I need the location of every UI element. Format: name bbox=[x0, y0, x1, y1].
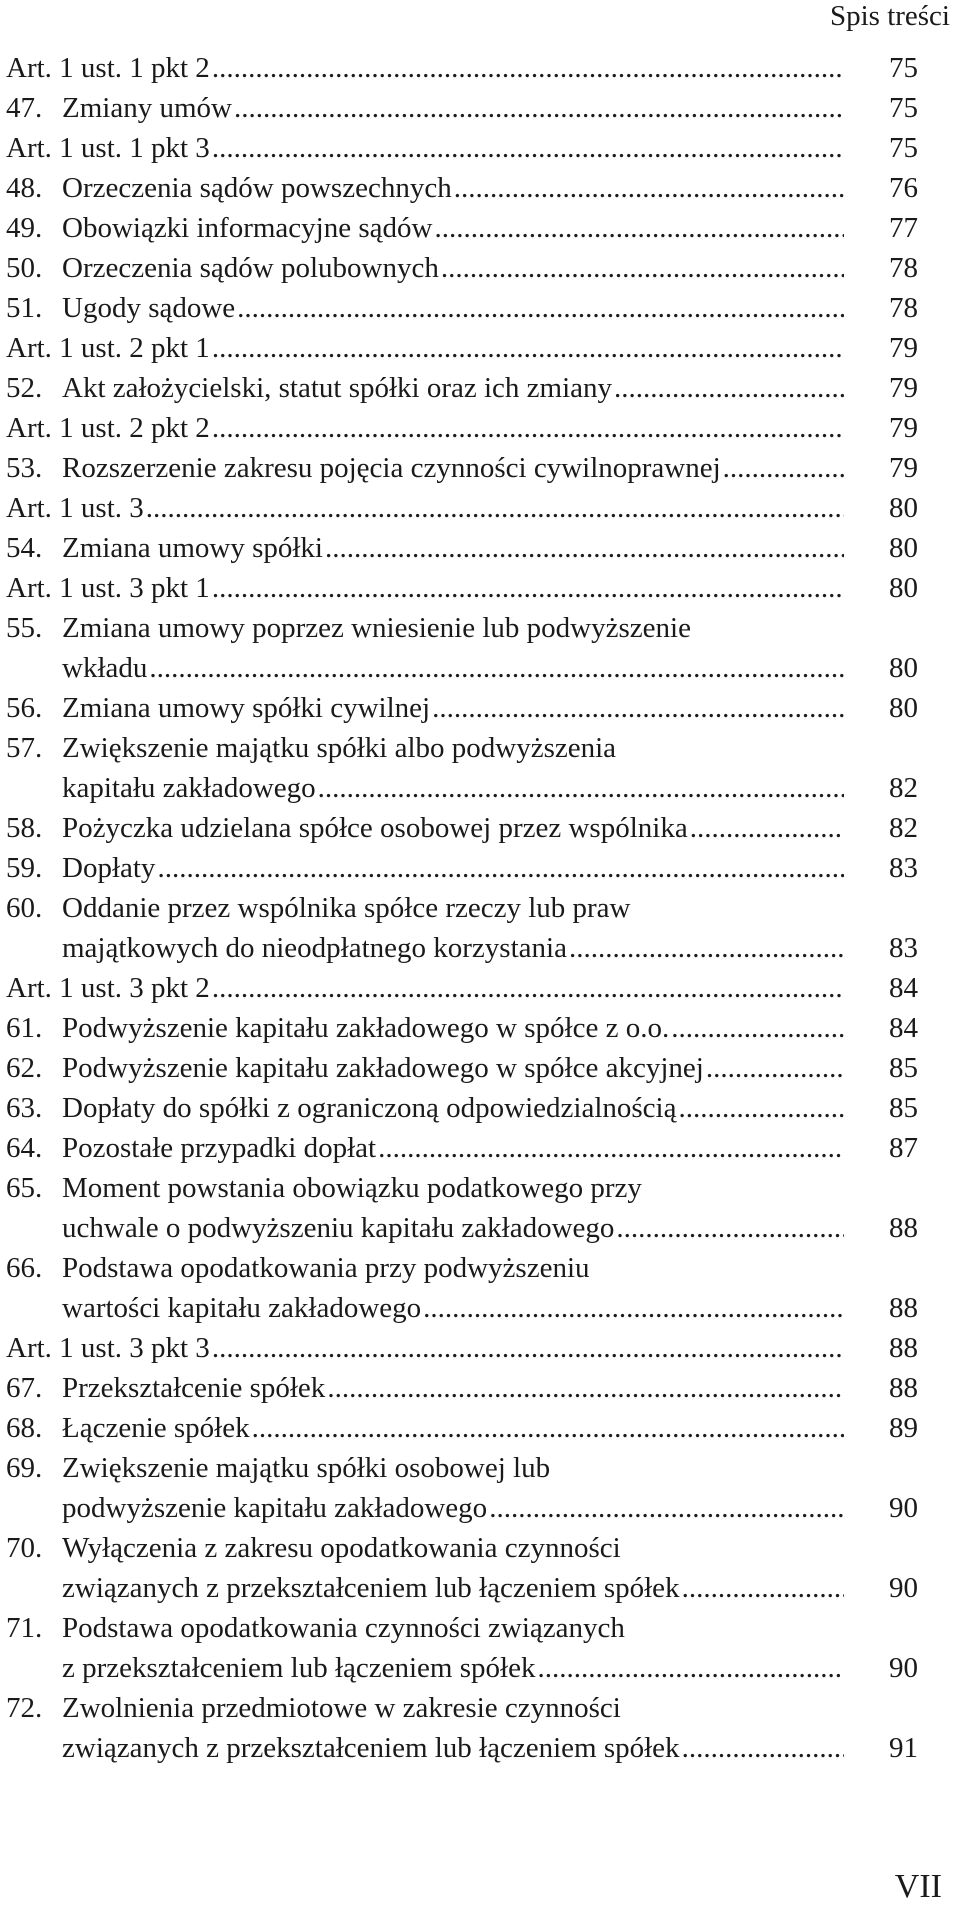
dot-leader bbox=[690, 808, 844, 848]
toc-entry-body bbox=[62, 848, 918, 888]
toc-entry-title: Pozostałe przypadki dopłat bbox=[62, 1132, 377, 1164]
toc-page-number: 88 bbox=[889, 1212, 918, 1244]
toc-section-entry[interactable] bbox=[6, 88, 918, 128]
toc-entry-line bbox=[6, 128, 918, 168]
dot-leader bbox=[318, 768, 844, 808]
dot-leader bbox=[327, 1368, 844, 1408]
toc-page-number: 84 bbox=[889, 972, 918, 1004]
toc-entry-number: 64. bbox=[6, 1132, 43, 1164]
dot-leader bbox=[212, 328, 844, 368]
toc-entry-title: Pożyczka udzielana spółce osobowej przez wspólnika bbox=[62, 812, 688, 844]
toc-entry-title: majątkowych do nieodpłatnego korzystania bbox=[62, 932, 567, 964]
toc-page-number: 77 bbox=[889, 212, 918, 244]
toc-section-entry[interactable] bbox=[6, 168, 918, 208]
toc-entry-body bbox=[6, 128, 918, 168]
toc-entry-number: 49. bbox=[6, 212, 43, 244]
toc-entry-line bbox=[62, 88, 918, 128]
toc-entry-title: Obowiązki informacyjne sądów bbox=[62, 212, 433, 244]
running-header: Spis treści bbox=[829, 0, 950, 32]
toc-entry-number: 66. bbox=[6, 1252, 43, 1284]
toc-page-number: 82 bbox=[889, 812, 918, 844]
toc-entry-title: Zwiększenie majątku spółki osobowej lub bbox=[62, 1452, 551, 1484]
dot-leader bbox=[682, 1728, 844, 1768]
dot-leader bbox=[423, 1288, 844, 1328]
toc-entry-body bbox=[62, 1088, 918, 1128]
dot-leader bbox=[723, 448, 844, 488]
toc-entry-number: 70. bbox=[6, 1532, 43, 1564]
toc-entry-number: 58. bbox=[6, 812, 43, 844]
toc-section-entry[interactable] bbox=[6, 288, 918, 328]
toc-entry-number: 50. bbox=[6, 252, 43, 284]
toc-entry-title: Art. 1 ust. 3 pkt 3 bbox=[6, 1332, 210, 1364]
toc-entry-body bbox=[62, 888, 918, 968]
dot-leader bbox=[212, 968, 844, 1008]
toc-entry-title: Łączenie spółek bbox=[62, 1412, 250, 1444]
toc-entry-line bbox=[62, 1088, 918, 1128]
toc-entry-line bbox=[62, 888, 918, 928]
toc-page-number: 84 bbox=[889, 1012, 918, 1044]
toc-entry-number: 47. bbox=[6, 92, 43, 124]
toc-section-entry[interactable] bbox=[6, 528, 918, 568]
toc-page-number: 76 bbox=[889, 172, 918, 204]
dot-leader bbox=[325, 528, 844, 568]
toc-page-number: 79 bbox=[889, 332, 918, 364]
toc-entry-line bbox=[62, 1128, 918, 1168]
dot-leader bbox=[454, 168, 844, 208]
toc-page-number: 83 bbox=[889, 852, 918, 884]
toc-section-entry[interactable] bbox=[6, 1168, 918, 1248]
toc-entry-title: Orzeczenia sądów polubownych bbox=[62, 252, 439, 284]
toc-entry-body bbox=[62, 1008, 918, 1048]
toc-section-entry[interactable] bbox=[6, 1248, 918, 1328]
toc-entry-number: 62. bbox=[6, 1052, 43, 1084]
toc-article-entry[interactable] bbox=[6, 488, 918, 528]
dot-leader bbox=[149, 648, 844, 688]
toc-entry-line bbox=[6, 48, 918, 88]
toc-page-number: 75 bbox=[889, 132, 918, 164]
toc-page-number: 80 bbox=[889, 652, 918, 684]
toc-entry-body bbox=[62, 288, 918, 328]
toc-entry-line bbox=[62, 1448, 918, 1488]
dot-leader bbox=[252, 1408, 844, 1448]
toc-article-entry[interactable] bbox=[6, 1328, 918, 1368]
toc-section-entry[interactable] bbox=[6, 848, 918, 888]
toc-entry-line bbox=[6, 568, 918, 608]
toc-entry-body bbox=[62, 88, 918, 128]
toc-page-number: 79 bbox=[889, 372, 918, 404]
toc-entry-title: kapitału zakładowego bbox=[62, 772, 316, 804]
toc-entry-line bbox=[62, 448, 918, 488]
toc-entry-line bbox=[62, 848, 918, 888]
toc-entry-number: 53. bbox=[6, 452, 43, 484]
dot-leader bbox=[682, 1568, 844, 1608]
toc-entry-title: Zmiana umowy spółki cywilnej bbox=[62, 692, 431, 724]
toc-entry-title: uchwale o podwyższeniu kapitału zakładowego bbox=[62, 1212, 615, 1244]
toc-entry-line bbox=[62, 288, 918, 328]
toc-entry-body bbox=[62, 688, 918, 728]
toc-section-entry[interactable] bbox=[6, 1088, 918, 1128]
toc-entry-number: 61. bbox=[6, 1012, 43, 1044]
toc-entry-title: Art. 1 ust. 3 pkt 2 bbox=[6, 972, 210, 1004]
toc-entry-title: Zmiana umowy spółki bbox=[62, 532, 323, 564]
toc-entry-title: Art. 1 ust. 3 bbox=[6, 492, 144, 524]
toc-entry-title: związanych z przekształceniem lub łączeniem spółek bbox=[62, 1732, 680, 1764]
toc-page-number: 75 bbox=[889, 92, 918, 124]
dot-leader bbox=[569, 928, 844, 968]
toc-page-number: 88 bbox=[889, 1332, 918, 1364]
toc-entry-body bbox=[62, 1528, 918, 1608]
toc-entry-body bbox=[6, 408, 918, 448]
toc-entry-title: Podstawa opodatkowania przy podwyższeniu bbox=[62, 1252, 590, 1284]
toc-article-entry[interactable] bbox=[6, 48, 918, 88]
dot-leader bbox=[212, 568, 844, 608]
toc-entry-title: Podstawa opodatkowania czynności związanych bbox=[62, 1612, 625, 1644]
toc-entry-line bbox=[6, 968, 918, 1008]
toc-entry-body bbox=[62, 1688, 918, 1768]
dot-leader bbox=[212, 408, 844, 448]
toc-entry-number: 55. bbox=[6, 612, 43, 644]
toc-article-entry[interactable] bbox=[6, 128, 918, 168]
toc-page-number: 90 bbox=[889, 1492, 918, 1524]
toc-entry-body bbox=[62, 728, 918, 808]
toc-page-number: 80 bbox=[889, 572, 918, 604]
toc-page-number: 78 bbox=[889, 252, 918, 284]
toc-entry-line bbox=[6, 408, 918, 448]
toc-entry-line bbox=[62, 648, 918, 688]
dot-leader bbox=[212, 1328, 844, 1368]
toc-page-number: 78 bbox=[889, 292, 918, 324]
toc-section-entry[interactable] bbox=[6, 1008, 918, 1048]
toc-entry-title: Art. 1 ust. 2 pkt 1 bbox=[6, 332, 210, 364]
toc-entry-title: Art. 1 ust. 1 pkt 2 bbox=[6, 52, 210, 84]
toc-entry-number: 68. bbox=[6, 1412, 43, 1444]
toc-page-number: 80 bbox=[889, 692, 918, 724]
toc-section-entry[interactable] bbox=[6, 1688, 918, 1768]
toc-entry-number: 67. bbox=[6, 1372, 43, 1404]
toc-entry-body bbox=[62, 1168, 918, 1248]
toc-entry-line bbox=[62, 1728, 918, 1768]
toc-entry-line bbox=[62, 1648, 918, 1688]
toc-entry-title: Ugody sądowe bbox=[62, 292, 236, 324]
toc-entry-body bbox=[62, 448, 918, 488]
toc-section-entry[interactable] bbox=[6, 888, 918, 968]
toc-entry-body bbox=[62, 1608, 918, 1688]
toc-entry-title: Art. 1 ust. 2 pkt 2 bbox=[6, 412, 210, 444]
toc-entry-body bbox=[62, 1448, 918, 1528]
toc-entry-number: 65. bbox=[6, 1172, 43, 1204]
toc-entry-line bbox=[6, 328, 918, 368]
toc-section-entry[interactable] bbox=[6, 728, 918, 808]
toc-section-entry[interactable] bbox=[6, 608, 918, 688]
toc-entry-title: Dopłaty do spółki z ograniczoną odpowiedzialnością bbox=[62, 1092, 677, 1124]
toc-entry-title: wkładu bbox=[62, 652, 148, 684]
toc-entry-number: 54. bbox=[6, 532, 43, 564]
toc-entry-line bbox=[62, 728, 918, 768]
toc-entry-number: 51. bbox=[6, 292, 43, 324]
toc-entry-line bbox=[62, 688, 918, 728]
toc-entry-line bbox=[62, 1688, 918, 1728]
toc-entry-number: 63. bbox=[6, 1092, 43, 1124]
toc-entry-line bbox=[62, 1608, 918, 1648]
toc-entry-line bbox=[62, 1048, 918, 1088]
toc-entry-number: 71. bbox=[6, 1612, 43, 1644]
dot-leader bbox=[157, 848, 844, 888]
toc-entry-line bbox=[62, 808, 918, 848]
toc-page-number: 90 bbox=[889, 1572, 918, 1604]
toc-entry-number: 57. bbox=[6, 732, 43, 764]
toc-page-number: 79 bbox=[889, 452, 918, 484]
toc-entry-line bbox=[62, 368, 918, 408]
toc-entry-body bbox=[6, 968, 918, 1008]
toc-entry-number: 60. bbox=[6, 892, 43, 924]
toc-entry-title: Wyłączenia z zakresu opodatkowania czynności bbox=[62, 1532, 621, 1564]
toc-entry-line bbox=[62, 248, 918, 288]
toc-entry-line bbox=[62, 928, 918, 968]
toc-entry-line bbox=[62, 1368, 918, 1408]
dot-leader bbox=[434, 208, 844, 248]
toc-section-entry[interactable] bbox=[6, 1128, 918, 1168]
toc-entry-body bbox=[62, 608, 918, 688]
toc-entry-title: Orzeczenia sądów powszechnych bbox=[62, 172, 452, 204]
toc-entry-number: 56. bbox=[6, 692, 43, 724]
toc-page-number: 80 bbox=[889, 532, 918, 564]
toc-entry-title: Zmiany umów bbox=[62, 92, 232, 124]
dot-leader bbox=[378, 1128, 844, 1168]
dot-leader bbox=[212, 48, 844, 88]
toc-entry-title: Zmiana umowy poprzez wniesienie lub podwyższenie bbox=[62, 612, 691, 644]
toc-entry-title: Oddanie przez wspólnika spółce rzeczy lub praw bbox=[62, 892, 631, 924]
toc-entry-number: 69. bbox=[6, 1452, 43, 1484]
toc-entry-body bbox=[62, 1128, 918, 1168]
toc-page-number: 79 bbox=[889, 412, 918, 444]
toc-page-number: 80 bbox=[889, 492, 918, 524]
toc-section-entry[interactable] bbox=[6, 808, 918, 848]
toc-entry-number: 59. bbox=[6, 852, 43, 884]
toc-page-number: 85 bbox=[889, 1052, 918, 1084]
toc-entry-number: 48. bbox=[6, 172, 43, 204]
toc-entry-number: 72. bbox=[6, 1692, 43, 1724]
toc-section-entry[interactable] bbox=[6, 248, 918, 288]
toc-entry-body bbox=[62, 1368, 918, 1408]
toc-page-number: 88 bbox=[889, 1292, 918, 1324]
dot-leader bbox=[671, 1008, 844, 1048]
toc-entry-title: podwyższenie kapitału zakładowego bbox=[62, 1492, 488, 1524]
toc-article-entry[interactable] bbox=[6, 408, 918, 448]
toc-entry-body bbox=[62, 168, 918, 208]
toc-entry-line bbox=[62, 1568, 918, 1608]
toc-entry-number: 52. bbox=[6, 372, 43, 404]
toc-entry-line bbox=[62, 1008, 918, 1048]
toc-entry-body bbox=[6, 328, 918, 368]
dot-leader bbox=[237, 288, 844, 328]
toc-entry-body bbox=[62, 528, 918, 568]
toc-entry-line bbox=[62, 208, 918, 248]
toc-entry-title: Zwolnienia przedmiotowe w zakresie czynności bbox=[62, 1692, 621, 1724]
dot-leader bbox=[146, 488, 844, 528]
toc-entry-body bbox=[62, 808, 918, 848]
toc-entry-title: Art. 1 ust. 3 pkt 1 bbox=[6, 572, 210, 604]
toc-article-entry[interactable] bbox=[6, 328, 918, 368]
toc-entry-line bbox=[62, 1248, 918, 1288]
toc-entry-line bbox=[62, 1288, 918, 1328]
toc-section-entry[interactable] bbox=[6, 448, 918, 488]
dot-leader bbox=[432, 688, 844, 728]
toc-entry-line bbox=[62, 1528, 918, 1568]
toc-entry-title: związanych z przekształceniem lub łączeniem spółek bbox=[62, 1572, 680, 1604]
toc-section-entry[interactable] bbox=[6, 688, 918, 728]
toc-entry-line bbox=[62, 608, 918, 648]
toc-entry-body bbox=[6, 1328, 918, 1368]
toc-entry-title: Moment powstania obowiązku podatkowego przy bbox=[62, 1172, 642, 1204]
toc-entry-line bbox=[62, 1488, 918, 1528]
dot-leader bbox=[212, 128, 844, 168]
toc-article-entry[interactable] bbox=[6, 968, 918, 1008]
toc-section-entry[interactable] bbox=[6, 1528, 918, 1608]
page-number: VII bbox=[894, 1868, 942, 1905]
toc-entry-line bbox=[62, 1168, 918, 1208]
toc-entry-body bbox=[6, 48, 918, 88]
dot-leader bbox=[706, 1048, 844, 1088]
toc-entry-line bbox=[62, 168, 918, 208]
toc-entry-body bbox=[62, 1048, 918, 1088]
toc-page-number: 85 bbox=[889, 1092, 918, 1124]
toc-page-number: 89 bbox=[889, 1412, 918, 1444]
toc-section-entry[interactable] bbox=[6, 368, 918, 408]
dot-leader bbox=[441, 248, 844, 288]
toc-entry-title: Akt założycielski, statut spółki oraz ich zmiany bbox=[62, 372, 613, 404]
toc-entry-line bbox=[6, 1328, 918, 1368]
toc-entry-title: Podwyższenie kapitału zakładowego w spółce akcyjnej bbox=[62, 1052, 704, 1084]
toc-article-entry[interactable] bbox=[6, 568, 918, 608]
toc-section-entry[interactable] bbox=[6, 1048, 918, 1088]
toc-entry-body bbox=[62, 368, 918, 408]
toc-entry-title: Dopłaty bbox=[62, 852, 156, 884]
toc-section-entry[interactable] bbox=[6, 1368, 918, 1408]
toc-entry-title: Zwiększenie majątku spółki albo podwyższenia bbox=[62, 732, 617, 764]
toc-entry-title: z przekształceniem lub łączeniem spółek bbox=[62, 1652, 536, 1684]
table-of-contents bbox=[6, 48, 918, 1768]
toc-entry-line bbox=[62, 1208, 918, 1248]
toc-entry-title: wartości kapitału zakładowego bbox=[62, 1292, 422, 1324]
toc-entry-line bbox=[6, 488, 918, 528]
toc-entry-line bbox=[62, 1408, 918, 1448]
toc-section-entry[interactable] bbox=[6, 1408, 918, 1448]
toc-entry-line bbox=[62, 528, 918, 568]
toc-entry-body bbox=[62, 208, 918, 248]
toc-entry-body bbox=[62, 248, 918, 288]
toc-page-number: 90 bbox=[889, 1652, 918, 1684]
dot-leader bbox=[489, 1488, 844, 1528]
toc-entry-title: Art. 1 ust. 1 pkt 3 bbox=[6, 132, 210, 164]
toc-section-entry[interactable] bbox=[6, 1608, 918, 1688]
toc-section-entry[interactable] bbox=[6, 1448, 918, 1528]
toc-entry-body bbox=[6, 488, 918, 528]
toc-entry-title: Przekształcenie spółek bbox=[62, 1372, 326, 1404]
toc-page-number: 87 bbox=[889, 1132, 918, 1164]
dot-leader bbox=[537, 1648, 844, 1688]
dot-leader bbox=[678, 1088, 844, 1128]
toc-section-entry[interactable] bbox=[6, 208, 918, 248]
toc-entry-body bbox=[6, 568, 918, 608]
toc-page-number: 88 bbox=[889, 1372, 918, 1404]
toc-entry-body bbox=[62, 1408, 918, 1448]
toc-page-number: 75 bbox=[889, 52, 918, 84]
toc-entry-line bbox=[62, 768, 918, 808]
dot-leader bbox=[614, 368, 844, 408]
toc-page-number: 82 bbox=[889, 772, 918, 804]
dot-leader bbox=[616, 1208, 844, 1248]
toc-page-number: 83 bbox=[889, 932, 918, 964]
dot-leader bbox=[234, 88, 844, 128]
toc-entry-title: Rozszerzenie zakresu pojęcia czynności cywilnoprawnej bbox=[62, 452, 721, 484]
toc-entry-body bbox=[62, 1248, 918, 1328]
toc-page-number: 91 bbox=[889, 1732, 918, 1764]
toc-entry-title: Podwyższenie kapitału zakładowego w spółce z o.o. bbox=[62, 1012, 670, 1044]
